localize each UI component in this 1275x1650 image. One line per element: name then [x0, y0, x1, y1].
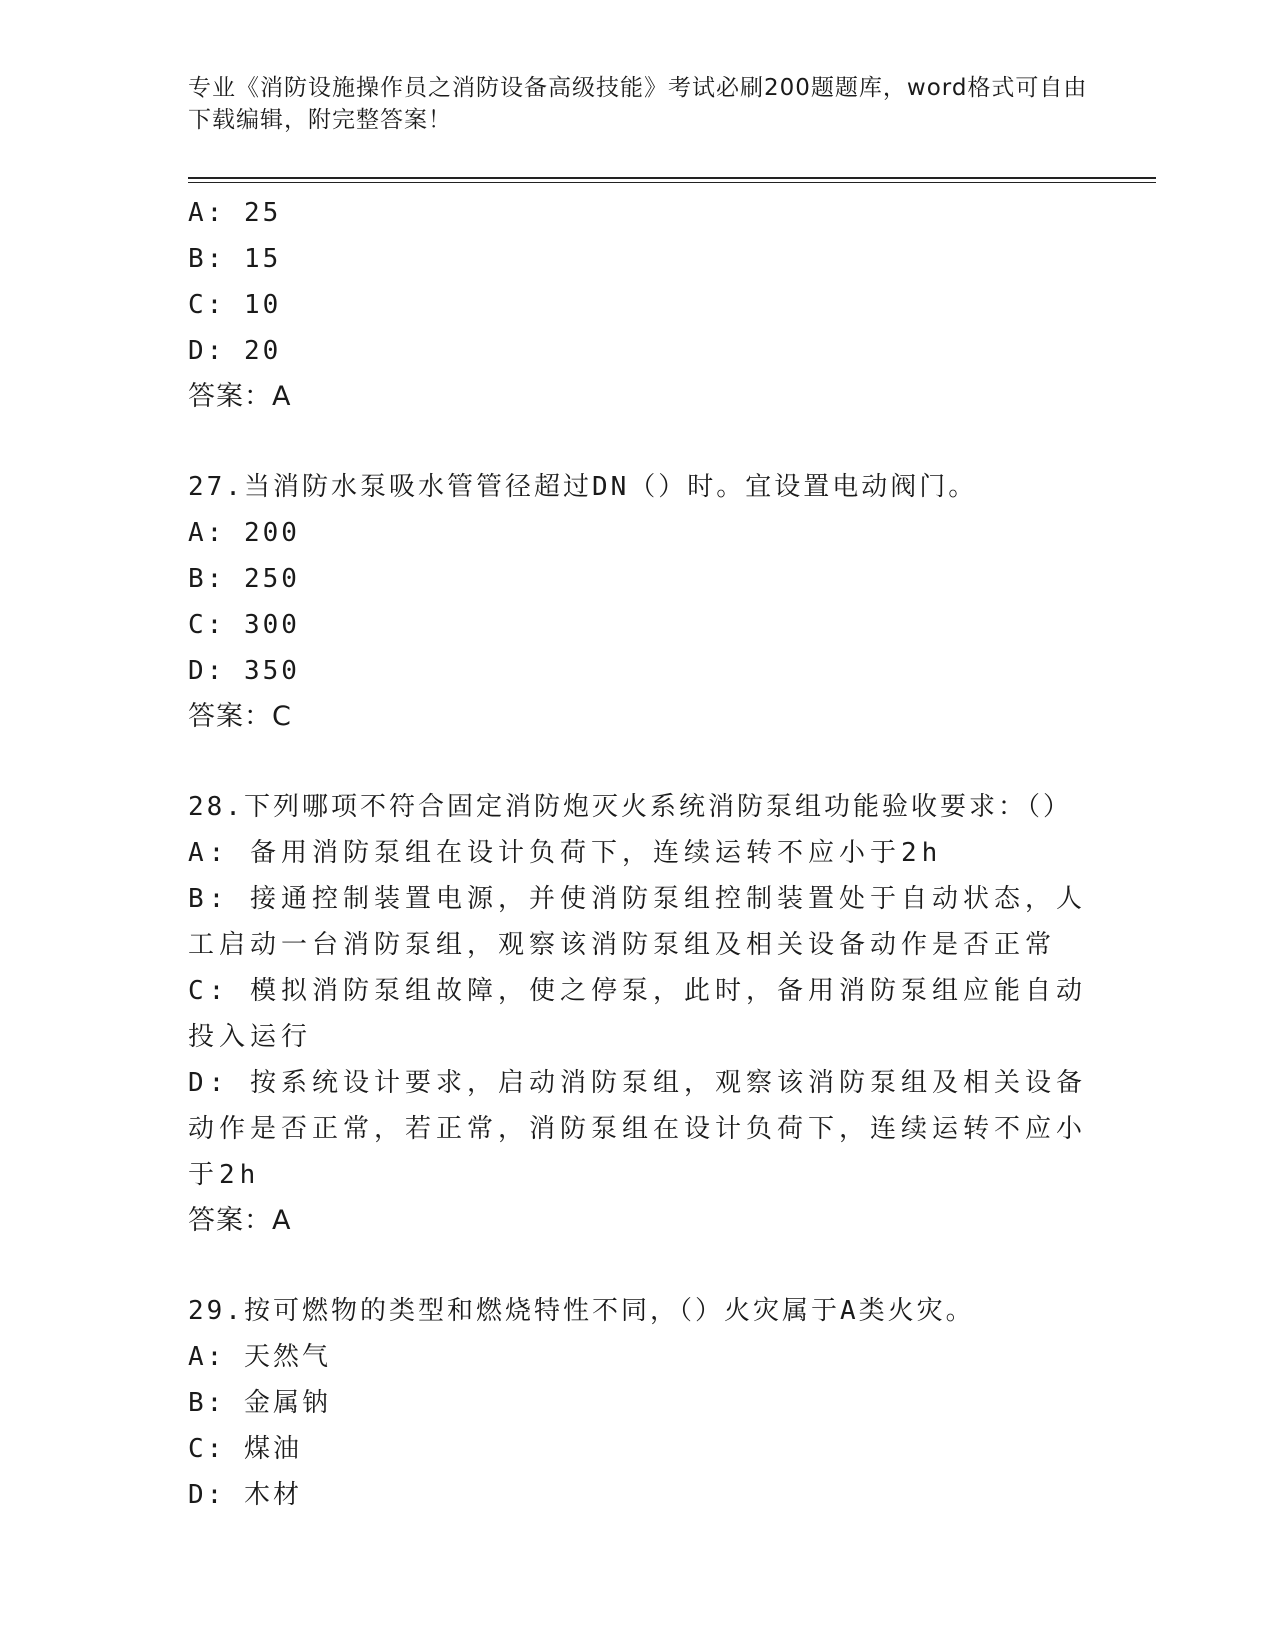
option-a: A: 25 — [188, 198, 282, 228]
question-text: 27.当消防水泵吸水管管径超过DN（）时。宜设置电动阀门。 — [188, 472, 978, 502]
option-a: A: 天然气 — [188, 1342, 331, 1372]
question-list — [188, 190, 1088, 1518]
option-d: D: 20 — [188, 336, 282, 366]
option-d: D: 按系统设计要求，启动消防泵组，观察该消防泵组及相关设备动作是否正常，若正常，消防泵组在设计负荷下，连续运转不应小于2h — [188, 1068, 1088, 1190]
answer-line: 答案：C — [188, 701, 292, 732]
question-26 — [188, 190, 1088, 420]
option-c: C: 模拟消防泵组故障，使之停泵，此时，备用消防泵组应能自动投入运行 — [188, 976, 1087, 1052]
option-c: C: 300 — [188, 610, 300, 640]
question-text: 28.下列哪项不符合固定消防炮灭火系统消防泵组功能验收要求：（） — [188, 792, 1072, 822]
answer-line: 答案：A — [188, 1205, 292, 1236]
option-b: B: 接通控制装置电源，并使消防泵组控制装置处于自动状态，人工启动一台消防泵组，观察该消防泵组及相关设备动作是否正常 — [188, 884, 1087, 960]
spacer — [188, 1244, 1088, 1288]
option-c: C: 10 — [188, 290, 282, 320]
question-text: 29.按可燃物的类型和燃烧特性不同，（）火灾属于A类火灾。 — [188, 1296, 975, 1326]
spacer — [188, 740, 1088, 784]
question-27 — [188, 464, 1088, 740]
header-rule-thin — [188, 182, 1156, 183]
document-header: 专业《消防设施操作员之消防设备高级技能》考试必刷200题题库，word格式可自由下载编辑，附完整答案！ — [188, 75, 1088, 133]
option-d: D: 350 — [188, 656, 300, 686]
spacer — [188, 420, 1088, 464]
option-a: A: 备用消防泵组在设计负荷下，连续运转不应小于2h — [188, 838, 943, 868]
option-d: D: 木材 — [188, 1480, 302, 1510]
option-b: B: 250 — [188, 564, 300, 594]
header-rule-thick — [188, 177, 1156, 179]
option-b: B: 金属钠 — [188, 1388, 331, 1418]
question-28 — [188, 784, 1088, 1244]
option-a: A: 200 — [188, 518, 300, 548]
option-c: C: 煤油 — [188, 1434, 302, 1464]
answer-line: 答案：A — [188, 381, 292, 412]
question-29 — [188, 1288, 1088, 1518]
option-b: B: 15 — [188, 244, 282, 274]
